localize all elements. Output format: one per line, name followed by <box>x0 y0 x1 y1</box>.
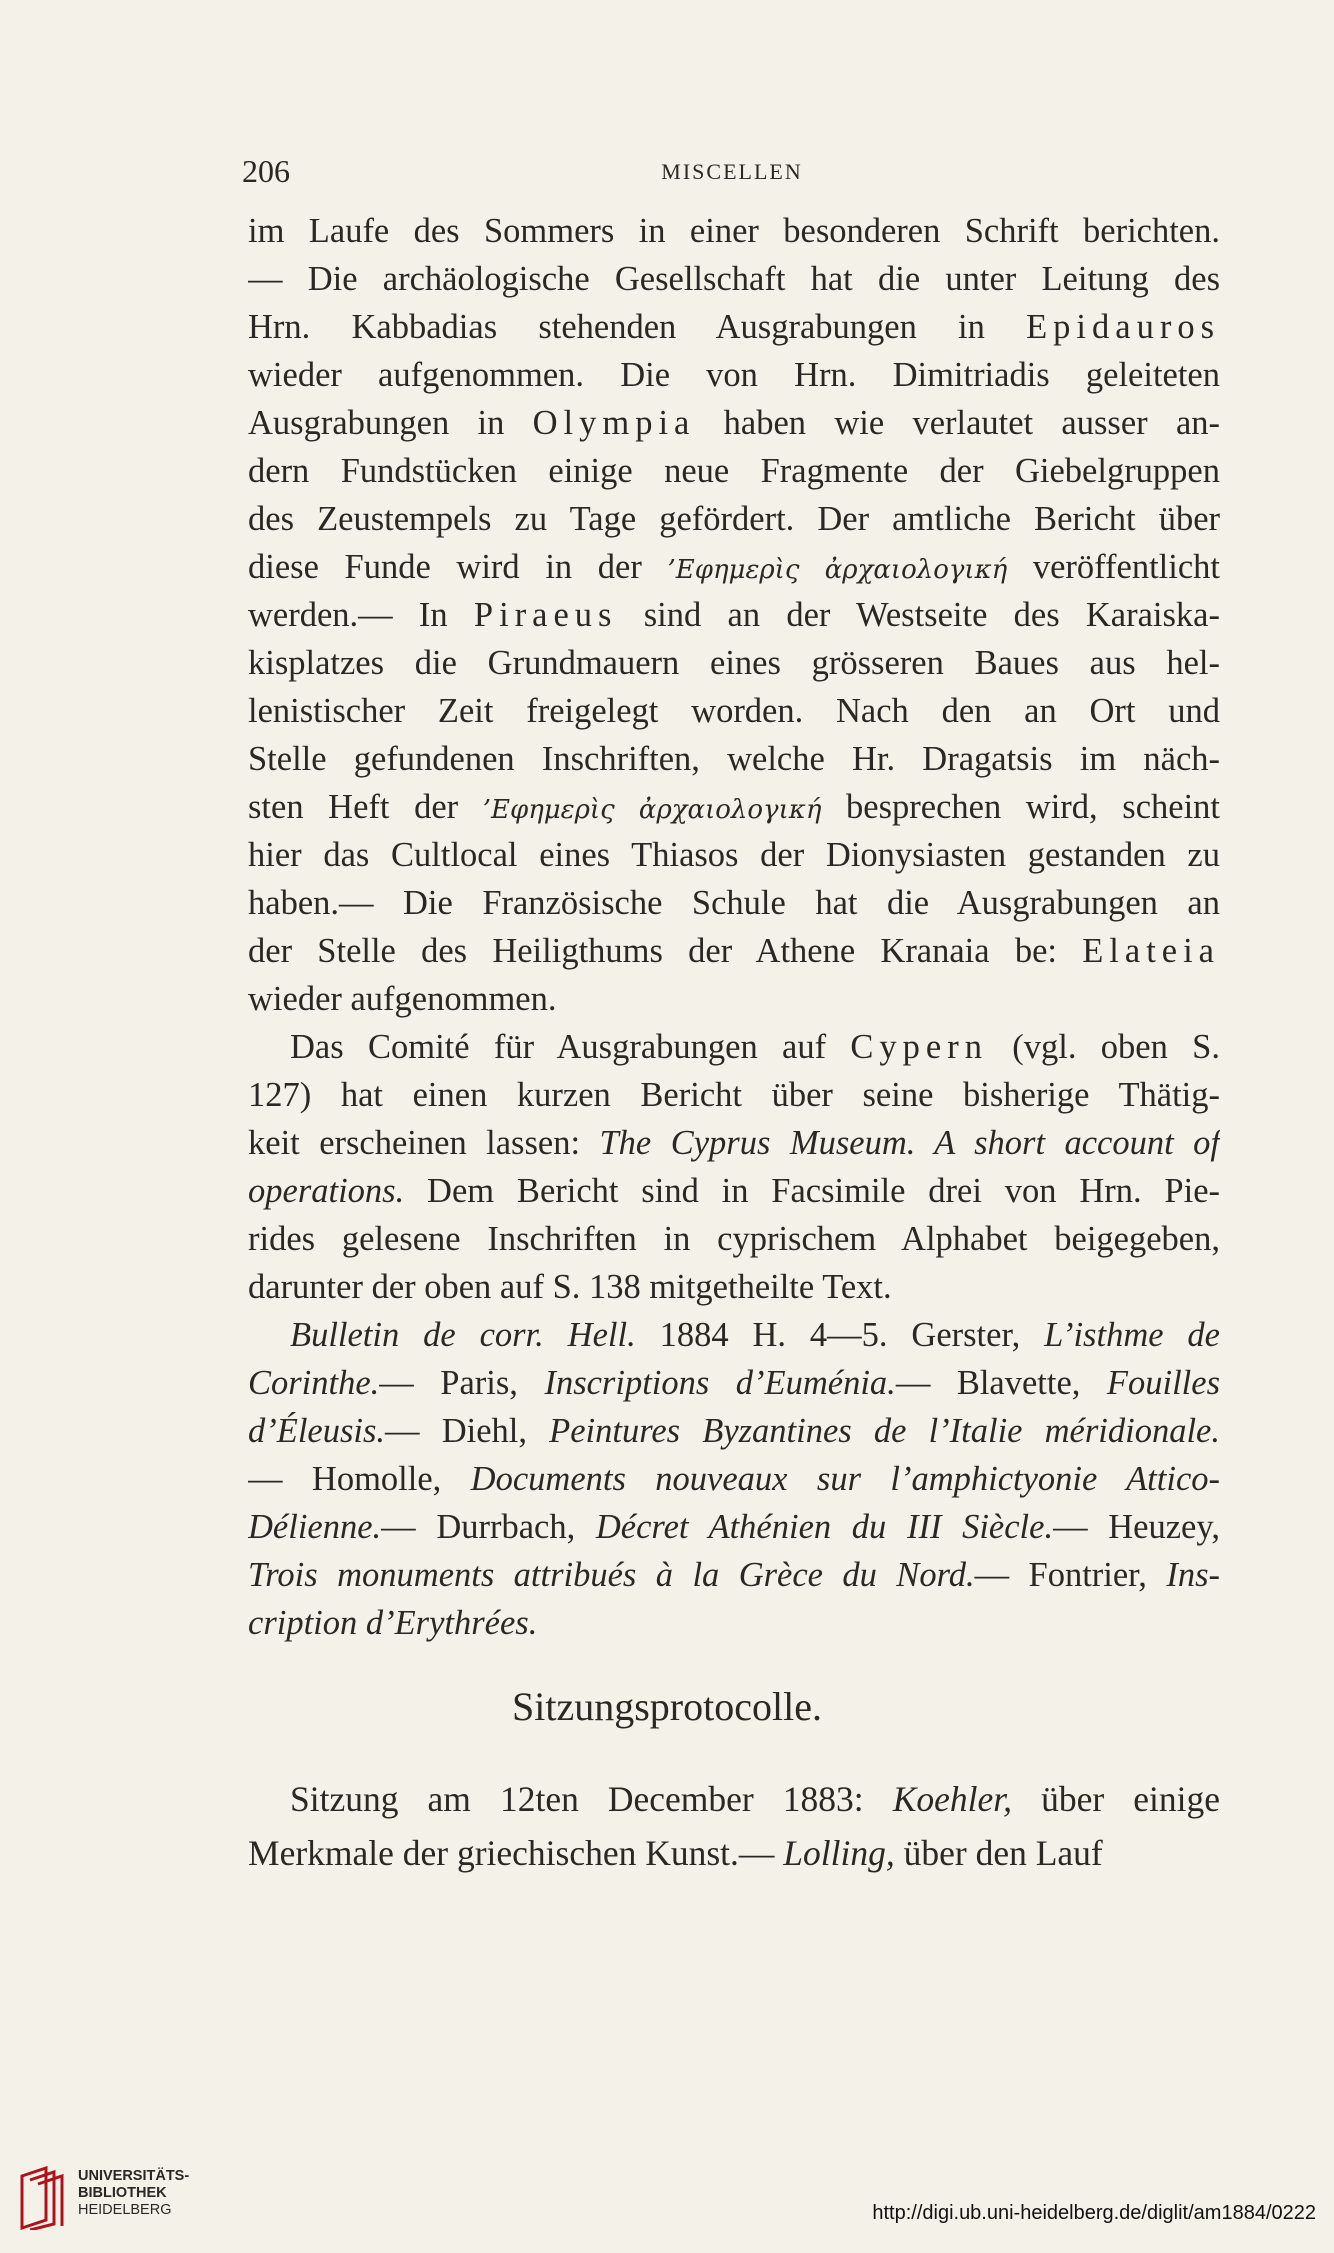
text-segment: haben wie verlautet ausser an- <box>695 404 1220 442</box>
text-segment: Ausgrabungen in <box>248 404 533 442</box>
text-line <box>248 1071 1220 1119</box>
text-line <box>248 399 1220 447</box>
session-minutes <box>248 1772 1220 1880</box>
text-line <box>248 303 1220 351</box>
text-line <box>248 1772 1220 1826</box>
text-segment: besprechen wird, scheint <box>821 788 1220 826</box>
source-url-link[interactable]: http://digi.ub.uni-heidelberg.de/diglit/am1884/0222 <box>872 2202 1316 2224</box>
text-segment: dern Fundstücken einige neue Fragmente der Giebelgruppen <box>248 452 1220 490</box>
text-segment: — Fontrier, <box>974 1556 1167 1594</box>
text-line <box>248 783 1220 831</box>
page-number: 206 <box>242 153 290 189</box>
text-segment: — Durrbach, <box>381 1508 596 1546</box>
running-title: MISCELLEN <box>661 159 803 184</box>
spaced-placename: Elateia <box>1082 932 1220 970</box>
text-line <box>248 591 1220 639</box>
text-line <box>248 207 1220 255</box>
italic-title: Peintures Byzantines de l’Italie méridionale. <box>549 1412 1220 1450</box>
text-segment: — Blavette, <box>895 1364 1107 1402</box>
text-segment: haben.— Die Französische Schule hat die Ausgrabungen an <box>248 884 1220 922</box>
text-line <box>248 1407 1220 1455</box>
italic-title: Corinthe. <box>248 1364 380 1402</box>
text-segment: des Zeustempels zu Tage gefördert. Der amtliche Bericht über <box>248 500 1220 538</box>
text-segment: Merkmale der griechischen Kunst.— <box>248 1833 784 1873</box>
text-segment: sten Heft der <box>248 788 483 826</box>
italic-title: The Cyprus Museum. A short account of <box>599 1124 1220 1162</box>
text-segment: wieder aufgenommen. <box>248 980 557 1018</box>
text-line <box>248 1359 1220 1407</box>
italic-title: Documents nouveaux sur l’amphictyonie Attico- <box>470 1460 1220 1498</box>
text-line <box>248 1503 1220 1551</box>
text-line <box>248 687 1220 735</box>
text-line <box>248 927 1220 975</box>
italic-title: Trois monuments attribués à la Grèce du Nord. <box>248 1556 975 1594</box>
text-segment: Sitzung am 12ten December 1883: <box>290 1779 893 1819</box>
text-segment: veröffentlicht <box>1007 548 1220 586</box>
text-segment: über einige <box>1012 1779 1220 1819</box>
greek-title: ’Εφημερὶς ἀρχαιολογική <box>667 555 1008 585</box>
paragraph-cyprus <box>248 1023 1220 1311</box>
text-segment: sind an der Westseite des Karaiska- <box>617 596 1220 634</box>
text-line <box>248 1023 1220 1071</box>
italic-title: cription d’Erythrées. <box>248 1604 538 1642</box>
text-segment: Dem Bericht sind in Facsimile drei von Hrn. Pie- <box>404 1172 1220 1210</box>
spaced-placename: Cypern <box>850 1028 988 1066</box>
text-line <box>248 1551 1220 1599</box>
text-segment: darunter der oben auf S. 138 mitgetheilte Text. <box>248 1268 892 1306</box>
text-segment: Hrn. Kabbadias stehenden Ausgrabungen in <box>248 308 1027 346</box>
text-line <box>248 639 1220 687</box>
text-line <box>248 543 1220 591</box>
text-segment: hier das Cultlocal eines Thiasos der Dionysiasten gestanden zu <box>248 836 1220 874</box>
italic-title: Décret Athénien du III Siècle. <box>595 1508 1054 1546</box>
text-segment: — Heuzey, <box>1053 1508 1220 1546</box>
text-segment: Das Comité für Ausgrabungen auf <box>290 1028 851 1066</box>
text-line <box>248 735 1220 783</box>
italic-title: Lolling, <box>783 1833 895 1873</box>
text-segment: 1884 H. 4—5. Gerster, <box>635 1316 1045 1354</box>
text-line <box>248 1455 1220 1503</box>
italic-title: Bulletin de corr. Hell. <box>290 1316 636 1354</box>
text-line <box>248 1119 1220 1167</box>
italic-title: Fouilles <box>1106 1364 1220 1402</box>
paragraph-excavations <box>248 207 1220 1023</box>
text-segment: — Homolle, <box>248 1460 471 1498</box>
spaced-placename: Epidauros <box>1026 308 1220 346</box>
library-logo[interactable] <box>16 2162 216 2234</box>
text-segment: der Stelle des Heiligthums der Athene Kranaia be: <box>248 932 1083 970</box>
library-name <box>78 2168 189 2219</box>
text-line <box>248 1167 1220 1215</box>
text-segment: — Diehl, <box>385 1412 550 1450</box>
text-segment: rides gelesene Inschriften in cyprischem Alphabet beigegeben, <box>248 1220 1220 1258</box>
italic-title: Inscriptions d’Euménia. <box>544 1364 896 1402</box>
italic-title: L’isthme de <box>1044 1316 1220 1354</box>
text-segment: — Die archäologische Gesellschaft hat die unter Leitung des <box>248 260 1220 298</box>
text-line <box>248 447 1220 495</box>
text-line <box>248 1826 1220 1880</box>
page-header <box>242 153 1222 193</box>
spaced-placename: Olympia <box>532 404 696 442</box>
paragraph-bibliography <box>248 1311 1220 1647</box>
italic-title: d’Éleusis. <box>248 1412 386 1450</box>
italic-title: Koehler, <box>892 1779 1013 1819</box>
text-line <box>248 351 1220 399</box>
text-line <box>248 1263 1220 1311</box>
italic-title: Ins- <box>1166 1556 1220 1594</box>
logo-line-library: BIBLIOTHEK <box>78 2185 167 2201</box>
text-line <box>248 255 1220 303</box>
logo-line-university: UNIVERSITÄTS- <box>78 2168 190 2184</box>
text-segment: (vgl. oben S. <box>987 1028 1220 1066</box>
text-segment: keit erscheinen lassen: <box>248 1124 600 1162</box>
greek-title: ’Εφημερὶς ἀρχαιολογική <box>482 795 822 825</box>
text-line <box>248 1311 1220 1359</box>
main-text <box>248 207 1220 1647</box>
text-segment: — Paris, <box>379 1364 545 1402</box>
text-line <box>248 975 1220 1023</box>
text-segment: diese Funde wird in der <box>248 548 668 586</box>
text-line <box>248 831 1220 879</box>
italic-title: operations. <box>248 1172 405 1210</box>
text-segment: im Laufe des Sommers in einer besonderen Schrift berichten. <box>248 212 1220 250</box>
text-segment: 127) hat einen kurzen Bericht über seine bisherige Thätig- <box>248 1076 1220 1114</box>
text-segment: kisplatzes die Grundmauern eines grösseren Baues aus hel- <box>248 644 1220 682</box>
text-line <box>248 879 1220 927</box>
text-line <box>248 495 1220 543</box>
text-segment: über den Lauf <box>894 1833 1103 1873</box>
text-segment: werden.— In <box>248 596 474 634</box>
library-emblem-icon <box>16 2166 66 2230</box>
text-segment: Stelle gefundenen Inschriften, welche Hr. Dragatsis im näch- <box>248 740 1220 778</box>
spaced-placename: Piraeus <box>473 596 618 634</box>
text-line <box>248 1215 1220 1263</box>
italic-title: Délienne. <box>248 1508 382 1546</box>
logo-line-city: HEIDELBERG <box>78 2202 172 2218</box>
text-segment: lenistischer Zeit freigelegt worden. Nach den an Ort und <box>248 692 1220 730</box>
section-heading: Sitzungsprotocolle. <box>512 1684 822 1729</box>
text-segment: wieder aufgenommen. Die von Hrn. Dimitriadis geleiteten <box>248 356 1220 394</box>
text-line <box>248 1599 1220 1647</box>
